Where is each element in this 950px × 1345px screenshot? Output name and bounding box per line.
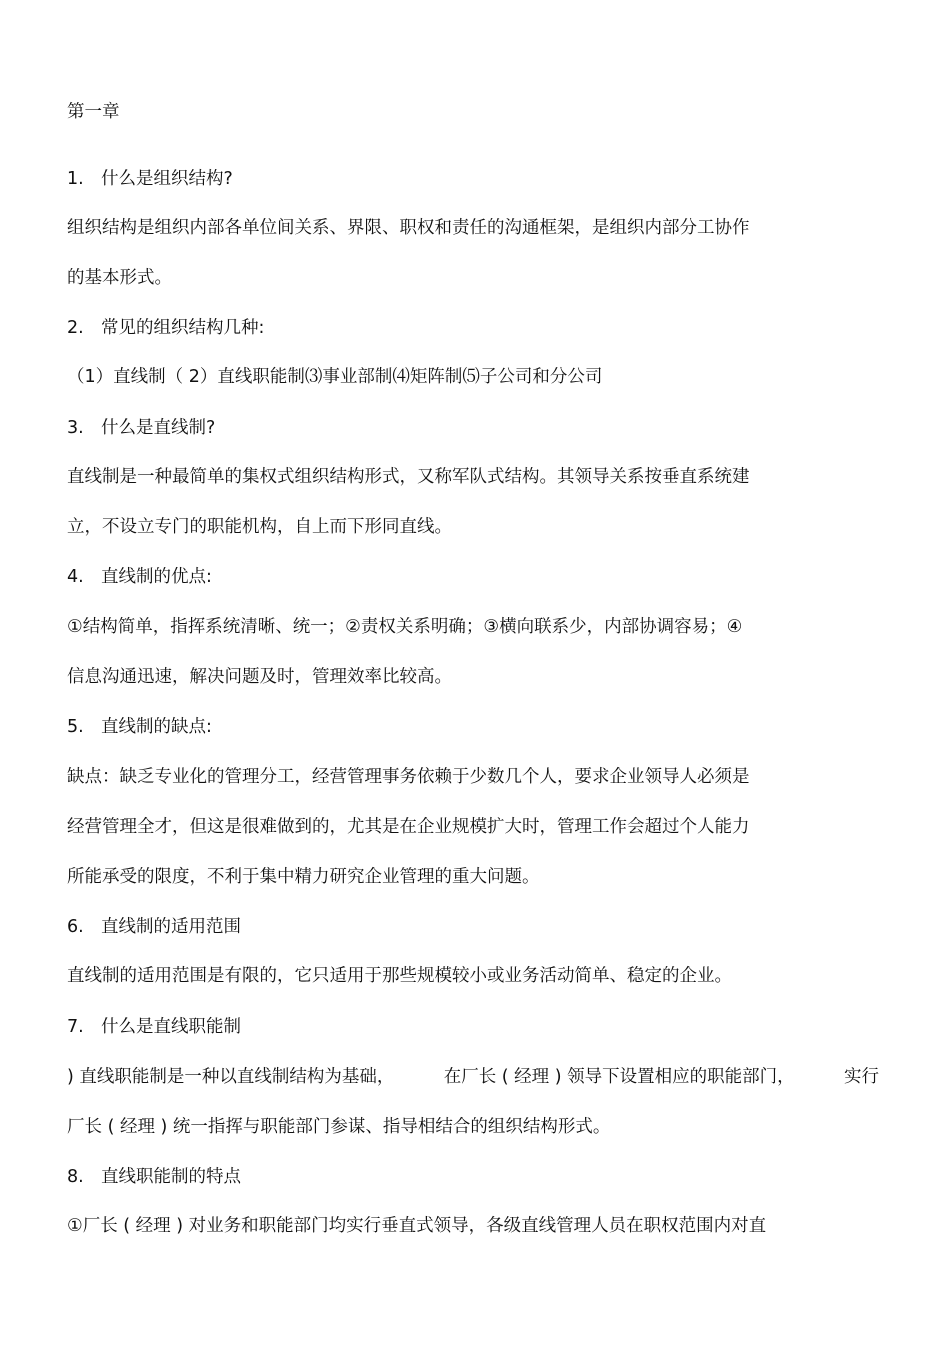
paragraph-line: 厂长 ( 经理 ) 统一指挥与职能部门参谋、指导相结合的组织结构形式。	[67, 1117, 611, 1137]
section-heading-5	[67, 715, 212, 739]
section-number-3: 3.	[67, 418, 84, 438]
section-heading-text-5: 直线制的缺点:	[101, 717, 212, 737]
justified-paragraph-line	[67, 1065, 879, 1089]
paragraph-line: （1）直线制（ 2）直线职能制⑶事业部制⑷矩阵制⑸子公司和分公司	[67, 367, 603, 387]
paragraph-line: ①厂长 ( 经理 ) 对业务和职能部门均实行垂直式领导，各级直线管理人员在职权范围内对直	[67, 1216, 767, 1236]
paragraph-line: ①结构简单，指挥系统清晰、统一；②责权关系明确；③横向联系少，内部协调容易；④	[67, 617, 743, 637]
section-number-7: 7.	[67, 1017, 84, 1037]
section-heading-text-8: 直线职能制的特点	[101, 1167, 241, 1187]
section-heading-text-1: 什么是组织结构?	[101, 169, 233, 189]
section-heading-text-2: 常见的组织结构几种:	[101, 318, 265, 338]
section-number-2: 2.	[67, 318, 84, 338]
paragraph-line: 所能承受的限度，不利于集中精力研究企业管理的重大问题。	[67, 867, 540, 887]
section-heading-text-4: 直线制的优点:	[101, 567, 212, 587]
paragraph-line: 经营管理全才，但这是很难做到的，尤其是在企业规模扩大时，管理工作会超过个人能力	[67, 817, 750, 837]
section-heading-3	[67, 416, 215, 440]
section-heading-7	[67, 1015, 241, 1039]
section-heading-4	[67, 565, 212, 589]
section-number-5: 5.	[67, 717, 84, 737]
section-heading-text-3: 什么是直线制?	[101, 418, 216, 438]
section-heading-2	[67, 316, 264, 340]
paragraph-line: 直线制是一种最简单的集权式组织结构形式，又称军队式结构。其领导关系按垂直系统建	[67, 467, 750, 487]
paragraph-line: 的基本形式。	[67, 268, 172, 288]
section-heading-8	[67, 1165, 241, 1189]
paragraph-line: 缺点：缺乏专业化的管理分工，经营管理事务依赖于少数几个人，要求企业领导人必须是	[67, 767, 750, 787]
paragraph-line: 立，不设立专门的职能机构，自上而下形同直线。	[67, 517, 452, 537]
chapter-title: 第一章	[67, 102, 120, 122]
section-heading-text-7: 什么是直线职能制	[101, 1017, 241, 1037]
paragraph-line: 信息沟通迅速，解决问题及时，管理效率比较高。	[67, 667, 452, 687]
section-number-8: 8.	[67, 1167, 84, 1187]
section-heading-1	[67, 167, 233, 191]
paragraph-line: 组织结构是组织内部各单位间关系、界限、职权和责任的沟通框架，是组织内部分工协作	[67, 218, 750, 238]
paragraph-line: 直线制的适用范围是有限的，它只适用于那些规模较小或业务活动简单、稳定的企业。	[67, 966, 732, 986]
section-number-6: 6.	[67, 917, 84, 937]
section-number-4: 4.	[67, 567, 84, 587]
section-heading-text-6: 直线制的适用范围	[101, 917, 241, 937]
section-heading-6	[67, 915, 241, 939]
line-segment: 在厂长 ( 经理 ) 领导下设置相应的职能部门，	[443, 1067, 795, 1087]
line-segment: 实行	[843, 1067, 879, 1087]
section-number-1: 1.	[67, 169, 84, 189]
line-segment: ) 直线职能制是一种以直线制结构为基础，	[67, 1067, 395, 1087]
